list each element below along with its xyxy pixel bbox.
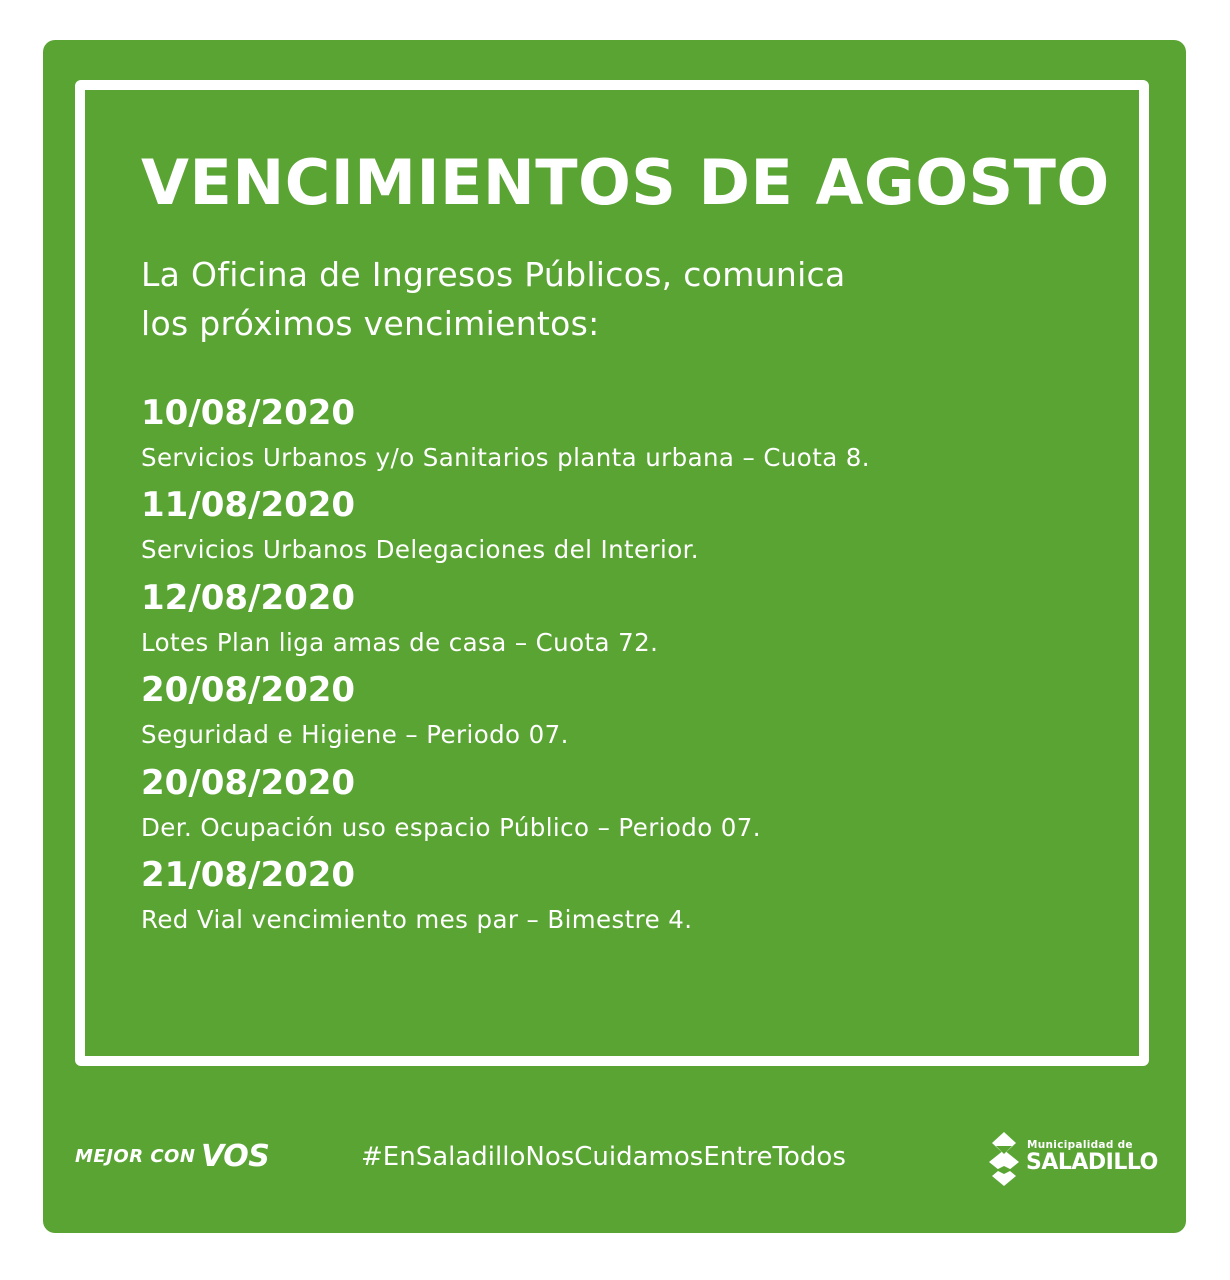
entry-date: 20/08/2020 (141, 762, 356, 803)
intro-text (141, 250, 1041, 348)
entry-date: 20/08/2020 (141, 670, 356, 711)
entry-date: 21/08/2020 (141, 854, 356, 895)
entry-description: Der. Ocupación uso espacio Público – Periodo 07. (141, 812, 761, 842)
slogan-logo (75, 1139, 270, 1174)
slogan-big-text: VOS (201, 1139, 270, 1174)
entry-date: 11/08/2020 (141, 485, 356, 526)
entry-date: 12/08/2020 (141, 577, 356, 618)
municipality-logo (983, 1130, 1158, 1188)
slogan-small-text: MEJOR CON (75, 1146, 196, 1167)
entry-date: 10/08/2020 (141, 393, 356, 433)
footer (43, 1130, 1186, 1190)
page-title: VENCIMIENTOS DE AGOSTO (141, 146, 1110, 219)
entry-description: Red Vial vencimiento mes par – Bimestre 4. (141, 904, 693, 934)
list-item (141, 390, 1101, 482)
list-item (141, 852, 1101, 944)
entry-description: Servicios Urbanos y/o Sanitarios planta urbana – Cuota 8. (141, 443, 870, 472)
hashtag: #EnSaladilloNosCuidamosEntreTodos (361, 1142, 846, 1172)
entry-description: Servicios Urbanos Delegaciones del Interior. (141, 535, 699, 565)
logo-small-text: Municipalidad de (1027, 1139, 1133, 1151)
announcement-card (43, 40, 1186, 1233)
list-item (141, 482, 1101, 574)
due-dates-list (141, 390, 1101, 944)
intro-line-2: los próximos vencimientos: (141, 304, 600, 343)
list-item (141, 760, 1101, 852)
entry-description: Seguridad e Higiene – Periodo 07. (141, 720, 569, 750)
logo-big-text: SALADILLO (1026, 1150, 1158, 1175)
intro-line-1: La Oficina de Ingresos Públicos, comunica (141, 255, 846, 294)
list-item (141, 575, 1101, 667)
saladillo-logo-icon (983, 1132, 1025, 1186)
entry-description: Lotes Plan liga amas de casa – Cuota 72. (141, 627, 659, 657)
list-item (141, 667, 1101, 759)
